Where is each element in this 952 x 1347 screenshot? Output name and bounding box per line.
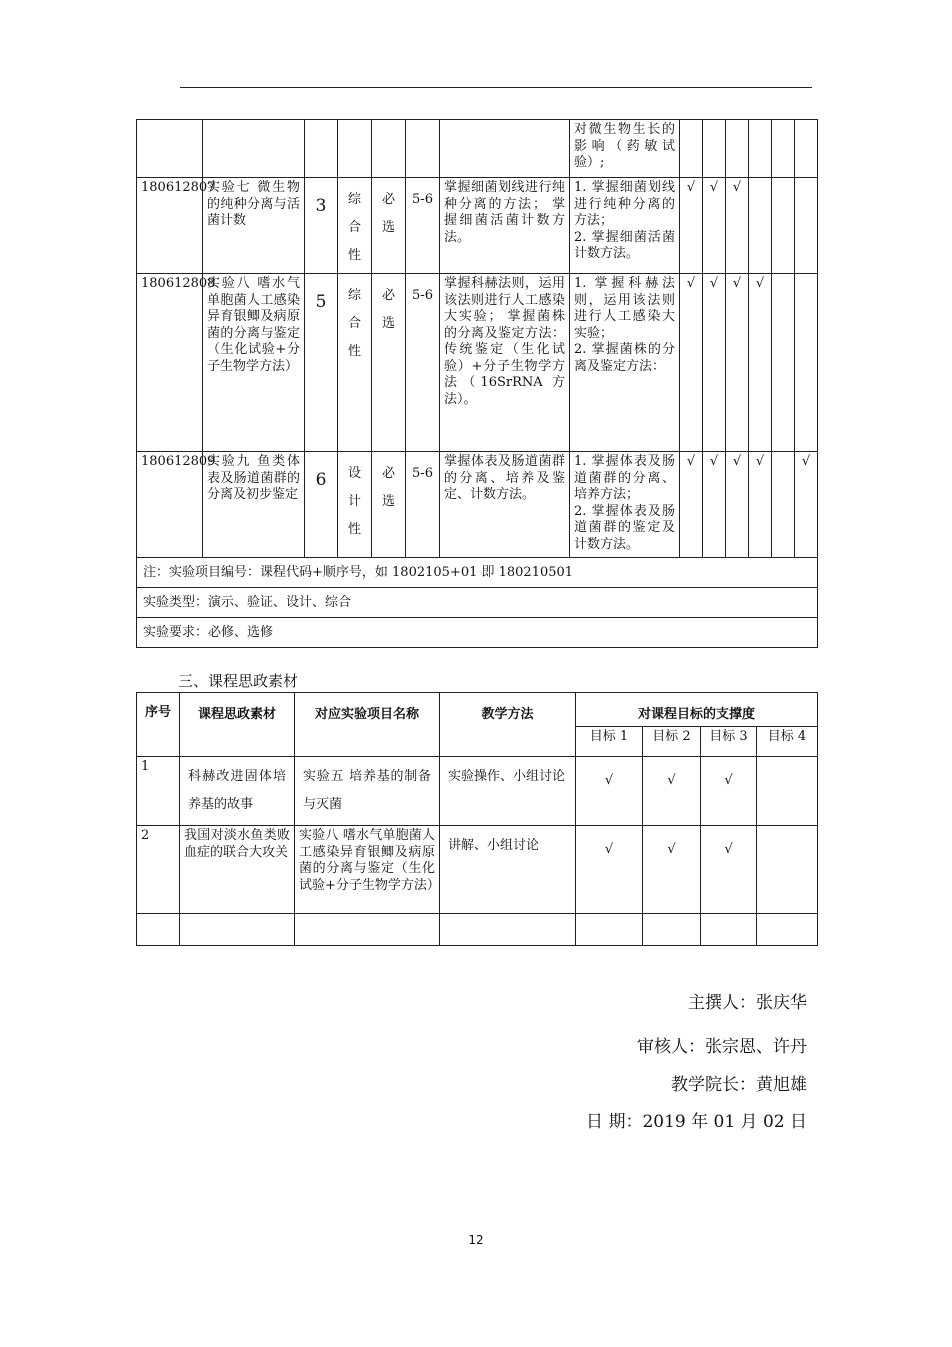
row-project: 实验五 培养基的制备与灭菌 xyxy=(295,757,440,826)
goal-check-mark xyxy=(703,120,726,178)
experiment-table xyxy=(136,119,818,648)
experiment-requirement: 必选 xyxy=(372,178,406,274)
ideology-row xyxy=(137,757,818,826)
header-seq: 序号 xyxy=(137,693,180,757)
header-method: 教学方法 xyxy=(440,693,576,757)
row-material: 我国对淡水鱼类败血症的联合大攻关 xyxy=(180,826,295,914)
experiment-row xyxy=(137,452,818,558)
row-method: 讲解、小组讨论 xyxy=(440,826,576,914)
header-goal: 目标 3 xyxy=(701,727,757,757)
experiment-goal: 对微生物生长的影响（药敏试验）; xyxy=(570,120,680,178)
goal-check-mark: √ xyxy=(726,178,749,274)
experiment-term xyxy=(406,120,440,178)
row-project: 实验八 嗜水气单胞菌人工感染异育银鲫及病原菌的分离与鉴定（生化试验+分子生物学方法） xyxy=(295,826,440,914)
goal-check-mark xyxy=(772,274,795,452)
page-number: 12 xyxy=(468,1233,484,1247)
experiment-type: 设计性 xyxy=(338,452,372,558)
row-method: 实验操作、小组讨论 xyxy=(440,757,576,826)
support-check-mark xyxy=(757,757,818,826)
experiment-row xyxy=(137,274,818,452)
experiment-goal: 1. 掌握细菌划线进行纯种分离的方法； 2. 掌握细菌活菌计数方法。 xyxy=(570,178,680,274)
experiment-hours xyxy=(305,120,338,178)
goal-check-mark xyxy=(749,178,772,274)
note-numbering: 注：实验项目编号：课程代码+顺序号，如 1802105+01 即 180210501 xyxy=(137,558,818,588)
experiment-content: 掌握细菌划线进行纯种分离的方法； 掌握细菌活菌计数方法。 xyxy=(440,178,570,274)
experiment-content xyxy=(440,120,570,178)
goal-check-mark xyxy=(772,120,795,178)
support-check-mark xyxy=(757,914,818,946)
experiment-term: 5-6 xyxy=(406,452,440,558)
note-type: 实验类型：演示、验证、设计、综合 xyxy=(137,588,818,618)
goal-check-mark xyxy=(795,178,818,274)
experiment-requirement: 必选 xyxy=(372,452,406,558)
goal-check-mark: √ xyxy=(795,452,818,558)
experiment-code: 180612809 xyxy=(137,452,203,558)
row-seq: 2 xyxy=(137,826,180,914)
support-check-mark: √ xyxy=(701,757,757,826)
experiment-type: 综合性 xyxy=(338,178,372,274)
goal-check-mark: √ xyxy=(703,274,726,452)
goal-check-mark xyxy=(795,274,818,452)
experiment-content: 掌握体表及肠道菌群的分离、培养及鉴定、计数方法。 xyxy=(440,452,570,558)
goal-check-mark: √ xyxy=(703,178,726,274)
goal-check-mark: √ xyxy=(726,452,749,558)
section-title: 三、课程思政素材 xyxy=(178,672,299,690)
experiment-name: 实验九 鱼类体表及肠道菌群的分离及初步鉴定 xyxy=(203,452,305,558)
row-method xyxy=(440,914,576,946)
ideology-table xyxy=(136,692,818,946)
experiment-hours: 3 xyxy=(305,178,338,274)
experiment-term: 5-6 xyxy=(406,274,440,452)
reviewer-signature: 审核人：张宗恩、许丹 xyxy=(637,1037,807,1057)
experiment-row xyxy=(137,178,818,274)
experiment-code: 180612807 xyxy=(137,178,203,274)
support-check-mark xyxy=(757,826,818,914)
goal-check-mark: √ xyxy=(726,274,749,452)
experiment-goal: 1. 掌握科赫法则，运用该法则进行人工感染大实验； 2. 掌握菌株的分离及鉴定方法： xyxy=(570,274,680,452)
row-seq xyxy=(137,914,180,946)
experiment-name xyxy=(203,120,305,178)
support-check-mark: √ xyxy=(701,826,757,914)
header-goal: 目标 4 xyxy=(757,727,818,757)
experiment-hours: 6 xyxy=(305,452,338,558)
header-rule xyxy=(180,87,812,88)
support-check-mark xyxy=(701,914,757,946)
header-project: 对应实验项目名称 xyxy=(295,693,440,757)
goal-check-mark xyxy=(795,120,818,178)
experiment-requirement xyxy=(372,120,406,178)
support-check-mark xyxy=(643,914,701,946)
experiment-name: 实验八 嗜水气单胞菌人工感染异育银鲫及病原菌的分离与鉴定（生化试验+分子生物学方法） xyxy=(203,274,305,452)
date-line: 日 期：2019 年 01 月 02 日 xyxy=(586,1112,807,1132)
experiment-type: 综合性 xyxy=(338,274,372,452)
row-material xyxy=(180,914,295,946)
note-requirement: 实验要求：必修、选修 xyxy=(137,618,818,648)
goal-check-mark: √ xyxy=(749,452,772,558)
ideology-row xyxy=(137,826,818,914)
experiment-row xyxy=(137,120,818,178)
goal-check-mark xyxy=(772,178,795,274)
goal-check-mark xyxy=(772,452,795,558)
row-seq: 1 xyxy=(137,757,180,826)
goal-check-mark xyxy=(680,120,703,178)
goal-check-mark: √ xyxy=(680,452,703,558)
row-material: 科赫改进固体培养基的故事 xyxy=(180,757,295,826)
experiment-requirement: 必选 xyxy=(372,274,406,452)
experiment-code xyxy=(137,120,203,178)
experiment-type xyxy=(338,120,372,178)
goal-check-mark: √ xyxy=(749,274,772,452)
header-support: 对课程目标的支撑度 xyxy=(576,693,818,727)
dean-signature: 教学院长：黄旭雄 xyxy=(671,1075,807,1095)
ideology-row xyxy=(137,914,818,946)
header-material: 课程思政素材 xyxy=(180,693,295,757)
experiment-term: 5-6 xyxy=(406,178,440,274)
row-project xyxy=(295,914,440,946)
goal-check-mark xyxy=(726,120,749,178)
experiment-code: 180612808 xyxy=(137,274,203,452)
experiment-goal: 1. 掌握体表及肠道菌群的分离、培养方法； 2. 掌握体表及肠道菌群的鉴定及计数方法。 xyxy=(570,452,680,558)
goal-check-mark: √ xyxy=(680,274,703,452)
goal-check-mark: √ xyxy=(703,452,726,558)
experiment-hours: 5 xyxy=(305,274,338,452)
experiment-content: 掌握科赫法则，运用该法则进行人工感染大实验； 掌握菌株的分离及鉴定方法：传统鉴定（生化试验）+分子生物学方法（16SrRNA 方法）。 xyxy=(440,274,570,452)
header-goal: 目标 1 xyxy=(576,727,643,757)
goal-check-mark: √ xyxy=(680,178,703,274)
support-check-mark: √ xyxy=(643,757,701,826)
header-goal: 目标 2 xyxy=(643,727,701,757)
support-check-mark xyxy=(576,914,643,946)
experiment-name: 实验七 微生物的纯种分离与活菌计数 xyxy=(203,178,305,274)
support-check-mark: √ xyxy=(576,826,643,914)
support-check-mark: √ xyxy=(643,826,701,914)
support-check-mark: √ xyxy=(576,757,643,826)
goal-check-mark xyxy=(749,120,772,178)
author-signature: 主撰人：张庆华 xyxy=(688,993,807,1013)
